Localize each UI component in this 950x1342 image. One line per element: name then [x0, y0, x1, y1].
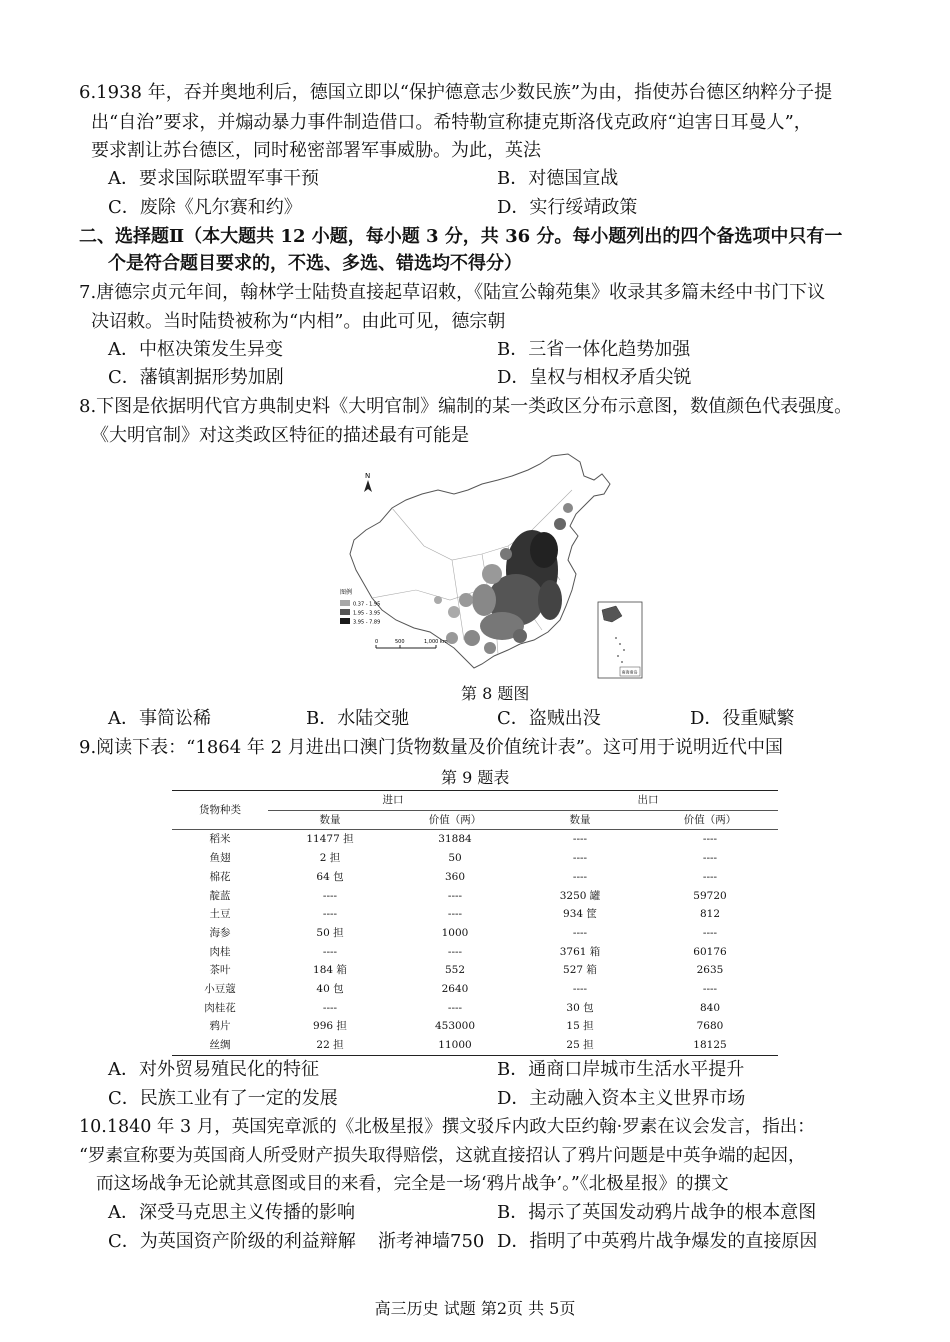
legend-swatch-2 [340, 609, 350, 615]
cell: ---- [447, 889, 463, 902]
table-row [172, 849, 778, 868]
cell: 7680 [696, 1020, 724, 1033]
legend-swatch-3 [340, 618, 350, 624]
table-row [172, 980, 778, 999]
cell: ---- [447, 945, 463, 958]
q6-option-a: A．要求国际联盟军事干预 [108, 168, 319, 189]
cell: ---- [322, 908, 338, 921]
cell: ---- [642, 830, 778, 849]
cell: 64 包 [316, 870, 344, 883]
cell: ---- [702, 983, 718, 996]
q9-option-d: D．主动融入资本主义世界市场 [497, 1088, 746, 1109]
cell: 18125 [642, 1036, 778, 1055]
watermark-text: 浙考神墙750 [378, 1231, 485, 1252]
cell: ---- [702, 926, 718, 939]
cell: ---- [322, 1001, 338, 1014]
cell: 肉桂花 [204, 1001, 236, 1014]
cell: 453000 [434, 1020, 476, 1033]
table-row [172, 887, 778, 906]
table-row [172, 1017, 778, 1036]
cell: 184 箱 [313, 964, 347, 977]
cell: ---- [702, 870, 718, 883]
q9-option-a: A．对外贸易殖民化的特征 [108, 1059, 319, 1080]
cell: 海参 [209, 926, 231, 939]
cell: 31884 [392, 830, 518, 849]
q8-option-d: D．役重赋繁 [690, 708, 795, 729]
cell: 3250 罐 [559, 889, 601, 902]
header-import-qty: 数量 [319, 813, 341, 826]
cell: 11477 担 [268, 830, 392, 849]
cell: 59720 [693, 889, 727, 902]
cell: 50 担 [316, 926, 344, 939]
cell: 22 担 [268, 1036, 392, 1055]
table-row [172, 868, 778, 887]
q8-line-1: 8.下图是依据明代官方典制史料《大明官制》编制的某一类政区分布示意图，数值颜色代表强度。 [79, 396, 853, 417]
q10-option-d: D．指明了中英鸦片战争爆发的直接原因 [497, 1231, 818, 1252]
q6-option-c: C．废除《凡尔赛和约》 [108, 197, 302, 218]
cell: 稻米 [172, 830, 268, 849]
q8-line-2: 《大明官制》对这类政区特征的描述最有可能是 [91, 425, 469, 446]
header-import: 进口 [268, 791, 518, 811]
cell: 土豆 [209, 908, 231, 921]
cell: 丝绸 [172, 1036, 268, 1055]
cell: 棉花 [209, 870, 231, 883]
cell: 40 包 [316, 983, 344, 996]
trade-table [172, 790, 778, 1056]
ming-region-map [332, 450, 652, 682]
q6-line-1: 6.1938 年，吞并奥地利后，德国立即以“保护德意志少数民族”为由，指使苏台德区纳粹分子提 [79, 82, 833, 103]
q6-option-b: B．对德国宣战 [497, 168, 619, 189]
cell: 11000 [392, 1036, 518, 1055]
cell: 527 箱 [563, 964, 597, 977]
q10-option-c: C．为英国资产阶级的利益辩解 [108, 1231, 356, 1252]
q7-option-a: A．中枢决策发生异变 [108, 339, 283, 360]
table-row [172, 999, 778, 1018]
north-label: N [365, 472, 371, 480]
north-arrow-icon [364, 480, 372, 492]
cell: 934 筐 [563, 908, 597, 921]
cell: 鱼翅 [209, 852, 231, 865]
inset-label: 南海诸岛 [621, 669, 638, 675]
q10-line-2: “罗素宣称要为英国商人所受财产损失取得赔偿，这就直接招认了鸦片问题是中英争端的起因， [79, 1146, 806, 1166]
cell: 30 包 [566, 1001, 594, 1014]
cell: 996 担 [313, 1020, 347, 1033]
header-export-value: 价值（两） [683, 813, 737, 826]
legend-label-2: 1.95 - 3.95 [353, 610, 381, 617]
q7-option-d: D．皇权与相权矛盾尖锐 [497, 367, 692, 388]
cell: ---- [702, 852, 718, 865]
table-row [172, 830, 778, 849]
legend-title: 图例 [340, 589, 353, 596]
cell: ---- [447, 1001, 463, 1014]
table-row [172, 924, 778, 943]
cell: 25 担 [518, 1036, 642, 1055]
cell: 15 担 [566, 1020, 594, 1033]
scale-tick-500: 500 [395, 639, 405, 645]
cell: ---- [572, 852, 588, 865]
cell: 3761 箱 [559, 945, 601, 958]
q8-option-a: A．事简讼稀 [108, 708, 211, 729]
q8-figure-caption: 第 8 题图 [461, 684, 530, 703]
legend-label-3: 3.95 - 7.89 [353, 619, 381, 626]
cell: 50 [448, 852, 462, 865]
cell: 1000 [441, 926, 469, 939]
q7-option-b: B．三省一体化趋势加强 [497, 339, 691, 360]
q8-option-b: B．水陆交驰 [306, 708, 410, 729]
cell: 鸦片 [209, 1020, 231, 1033]
cell: 552 [444, 964, 466, 977]
cell: 60176 [693, 945, 727, 958]
cell: 2635 [696, 964, 724, 977]
q7-line-2: 决诏敕。当时陆贽被称为“内相”。由此可见，德宗朝 [91, 311, 506, 332]
cell: ---- [572, 983, 588, 996]
cell: ---- [572, 926, 588, 939]
cell: ---- [518, 830, 642, 849]
q9-line-1: 9.阅读下表：“1864 年 2 月进出口澳门货物数量及价值统计表”。这可用于说明近代中国 [79, 737, 784, 758]
q7-line-1: 7.唐德宗贞元年间，翰林学士陆贽直接起草诏敕，《陆宣公翰苑集》收录其多篇未经中书门下议 [79, 282, 826, 303]
cell: ---- [322, 945, 338, 958]
cell: 2 担 [319, 852, 341, 865]
q10-line-1: 10.1840 年 3 月，英国宪章派的《北极星报》撰文驳斥内政大臣约翰·罗素在议会发言，指出： [79, 1117, 815, 1137]
cell: 360 [444, 870, 466, 883]
cell: 840 [699, 1001, 721, 1014]
header-export: 出口 [518, 791, 778, 811]
q10-line-3: 而这场战争无论就其意图或目的来看，完全是一场‘鸦片战争’。”《北极星报》的撰文 [96, 1174, 729, 1194]
cell: ---- [322, 889, 338, 902]
header-import-value: 价值（两） [428, 813, 482, 826]
section-2-heading-line-2: 个是符合题目要求的，不选、多选、错选均不得分） [108, 253, 522, 274]
cell: 靛蓝 [209, 889, 231, 902]
scale-bar [376, 645, 436, 648]
q9-table-title: 第 9 题表 [441, 768, 510, 787]
table-row [172, 1036, 778, 1055]
q10-option-b: B．揭示了英国发动鸦片战争的根本意图 [497, 1202, 817, 1223]
scale-tick-0: 0 [375, 639, 379, 645]
q8-option-c: C．盗贼出没 [497, 708, 601, 729]
q6-option-d: D．实行绥靖政策 [497, 197, 638, 218]
q6-line-2: 出“自治”要求，并煽动暴力事件制造借口。希特勒宣称捷克斯洛伐克政府“迫害日耳曼人”， [91, 112, 812, 133]
header-export-qty: 数量 [569, 813, 591, 826]
china-outline [350, 454, 610, 668]
cell: ---- [447, 908, 463, 921]
cell: 肉桂 [209, 945, 231, 958]
table-row [172, 905, 778, 924]
q6-line-3: 要求割让苏台德区，同时秘密部署军事威胁。为此，英法 [91, 140, 541, 161]
header-kind: 货物种类 [172, 791, 268, 830]
legend-swatch-1 [340, 600, 350, 606]
cell: 小豆蔻 [204, 983, 236, 996]
scale-tick-1000: 1,000 km [424, 639, 448, 645]
page-footer: 高三历史 试题 第2页 共 5页 [374, 1299, 576, 1318]
section-2-heading-line-1: 二、选择题Ⅱ（本大题共 12 小题，每小题 3 分，共 36 分。每小题列出的四个备选项中只有一 [79, 226, 843, 247]
legend-label-1: 0.37 - 1.95 [353, 601, 381, 608]
table-row [172, 961, 778, 980]
q7-option-c: C．藩镇割据形势加剧 [108, 367, 284, 388]
cell: 茶叶 [209, 964, 231, 977]
cell: 812 [699, 908, 721, 921]
cell: 2640 [441, 983, 469, 996]
q10-option-a: A．深受马克思主义传播的影响 [108, 1202, 355, 1223]
table-row [172, 943, 778, 962]
q9-option-c: C．民族工业有了一定的发展 [108, 1088, 338, 1109]
cell: ---- [572, 870, 588, 883]
q9-option-b: B．通商口岸城市生活水平提升 [497, 1059, 745, 1080]
